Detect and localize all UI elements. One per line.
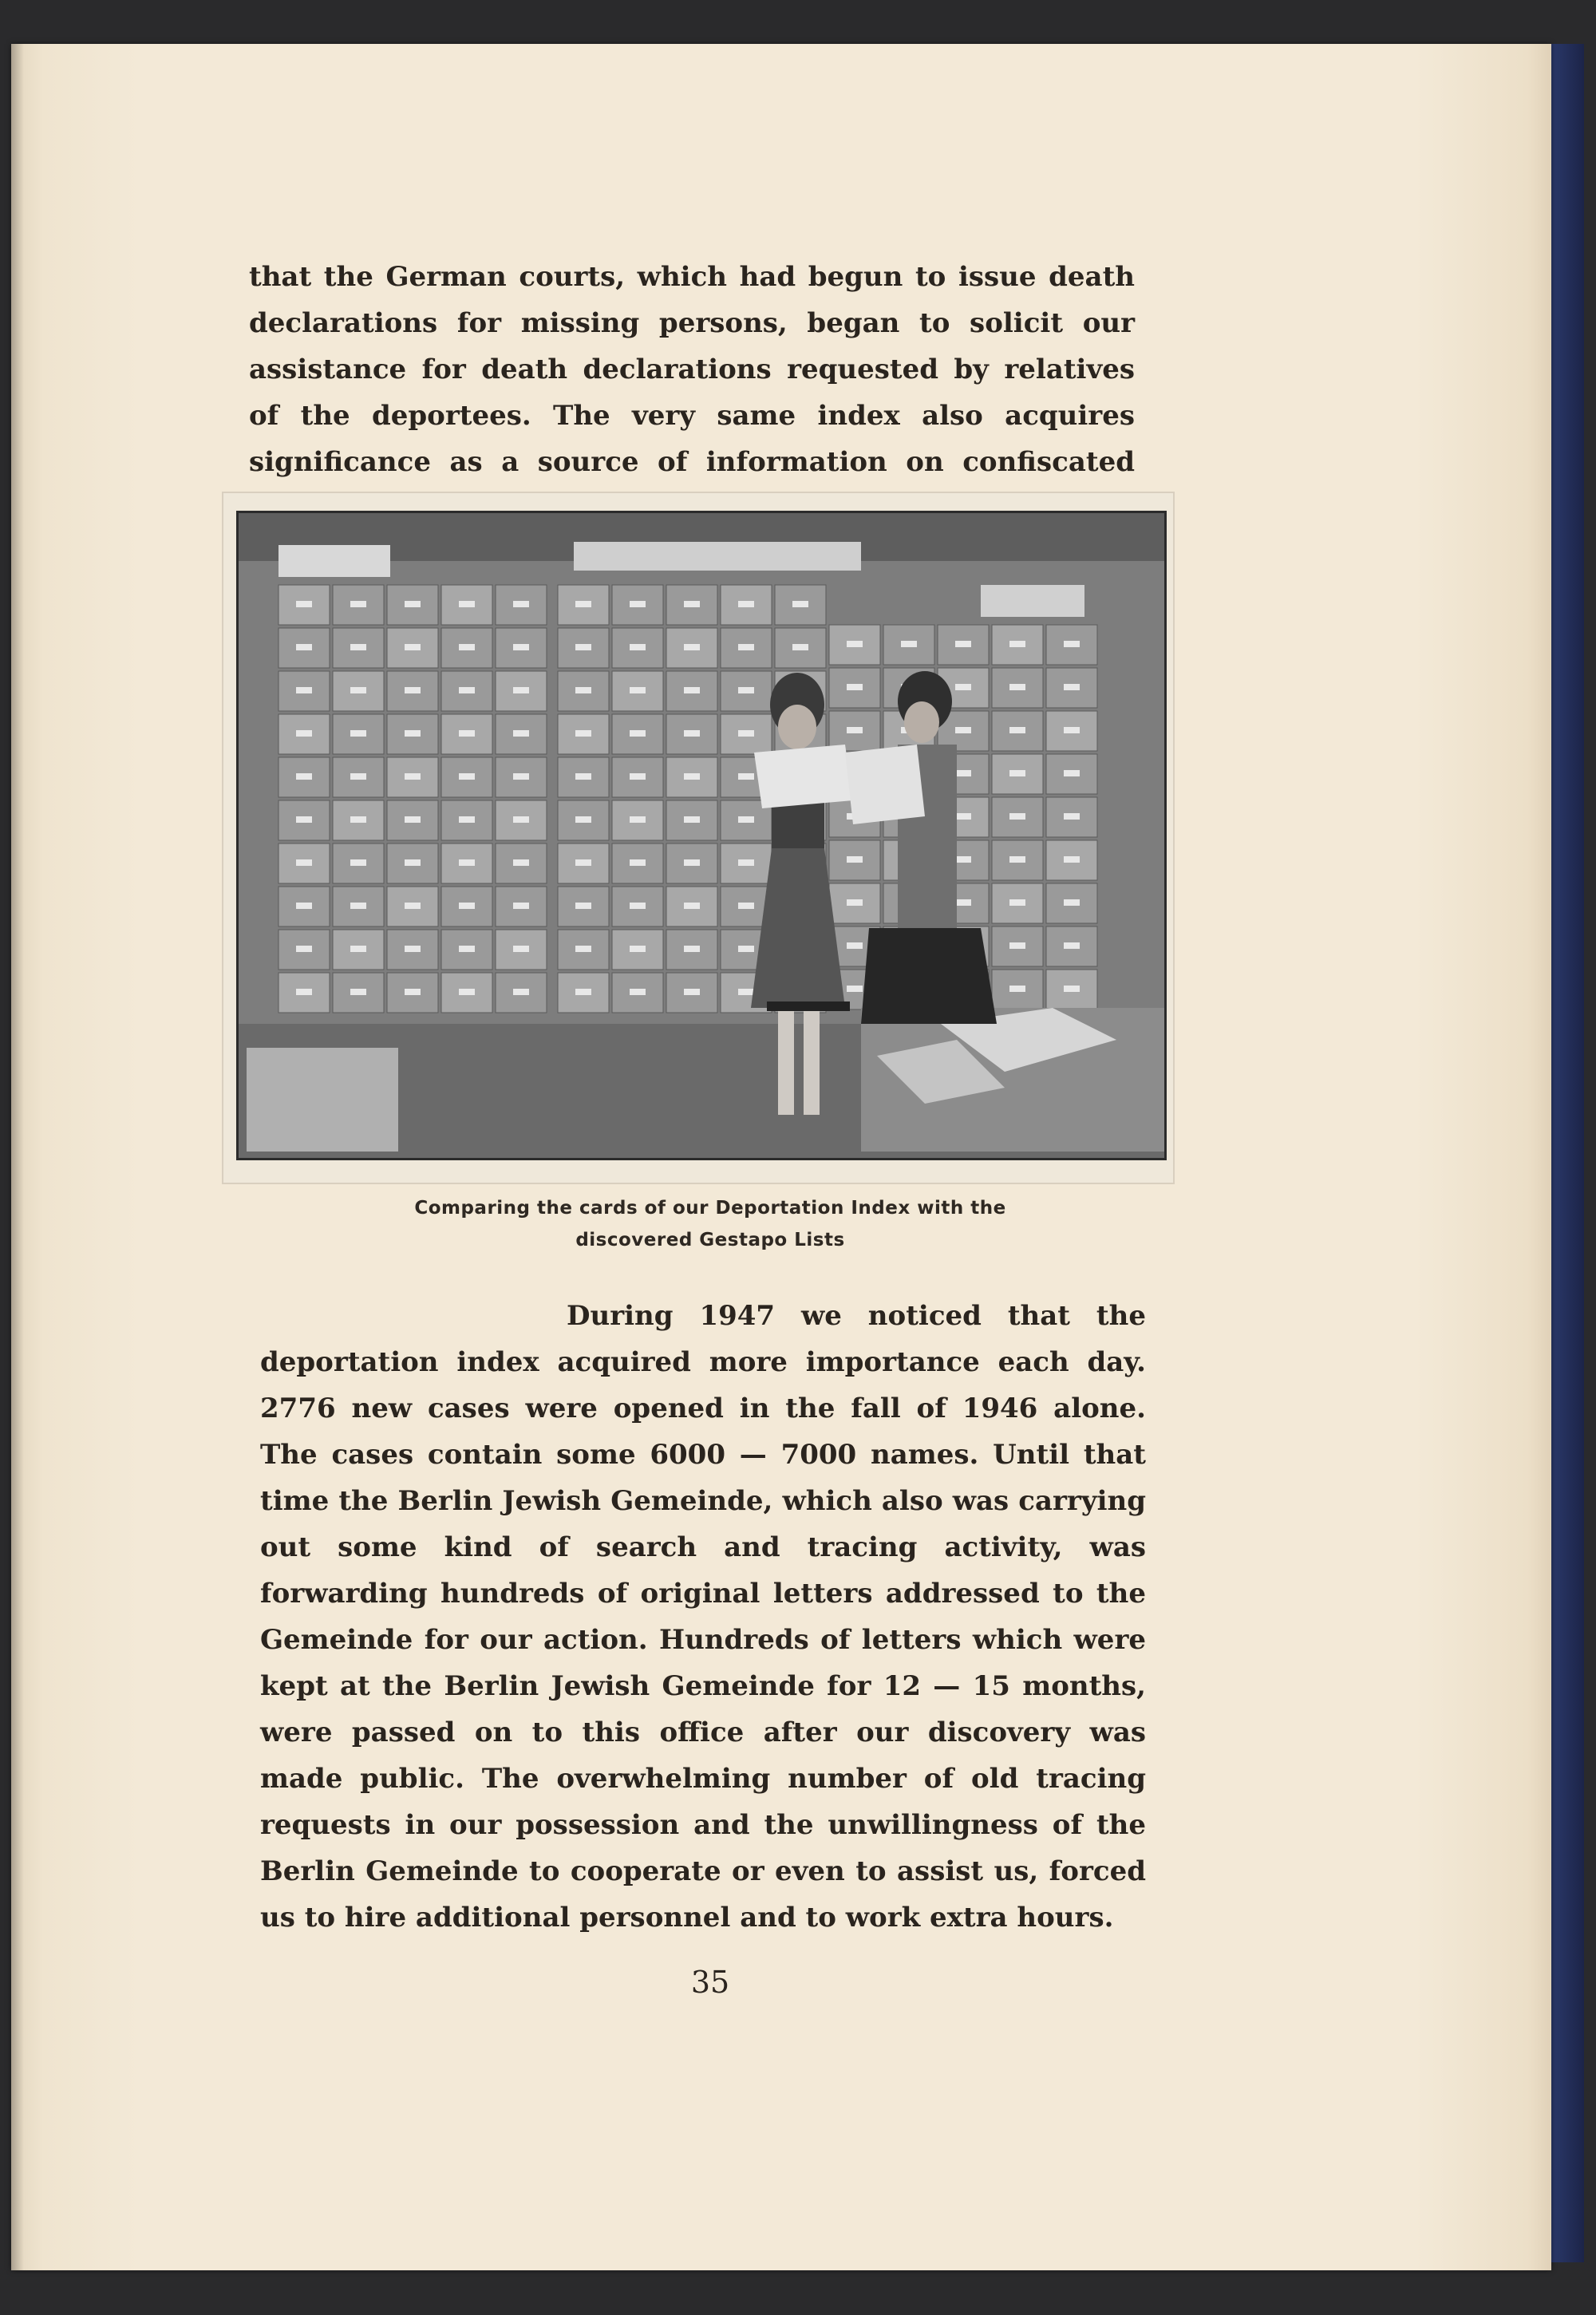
paragraph-bottom: During 1947 we noticed that the deportation index acquired more importance each day. 2776 new cases were opened in the fall of 1946 alone. The cases contain some 6000 — 7000 names. Until that time the Berlin Jewish Gemeinde, which also was carrying out some kind of search and tracing activity, was forwarding hundreds of original letters addressed to the Gemeinde for our action. Hundreds of letters which were kept at the Berlin Jewish Gemeinde for 12 — 15 months, were passed on to this office after our discovery was made public. The overwhelming number of old tracing requests in our possession and the unwillingness of the Berlin Gemeinde to cooperate or even to assist us, forced us to hire additional personnel and to work extra hours. [260, 1300, 1146, 1934]
photo-illustration [239, 513, 1164, 1158]
archive-photograph [236, 511, 1167, 1160]
paragraph-top: that the German courts, which had begun to issue death declarations for missing persons, began to solicit our assistance for death declarations requested by relatives of the deportees. The very same index also acquires significance as a source of information on confiscated [249, 261, 1135, 478]
caption-line-2: discovered Gestapo Lists [575, 1230, 845, 1250]
gutter-shadow [11, 44, 24, 2270]
page-number: 35 [690, 1965, 730, 2000]
photo-caption [303, 1192, 1117, 1256]
caption-line-1: Comparing the cards of our Deportation Index with the [414, 1198, 1006, 1219]
